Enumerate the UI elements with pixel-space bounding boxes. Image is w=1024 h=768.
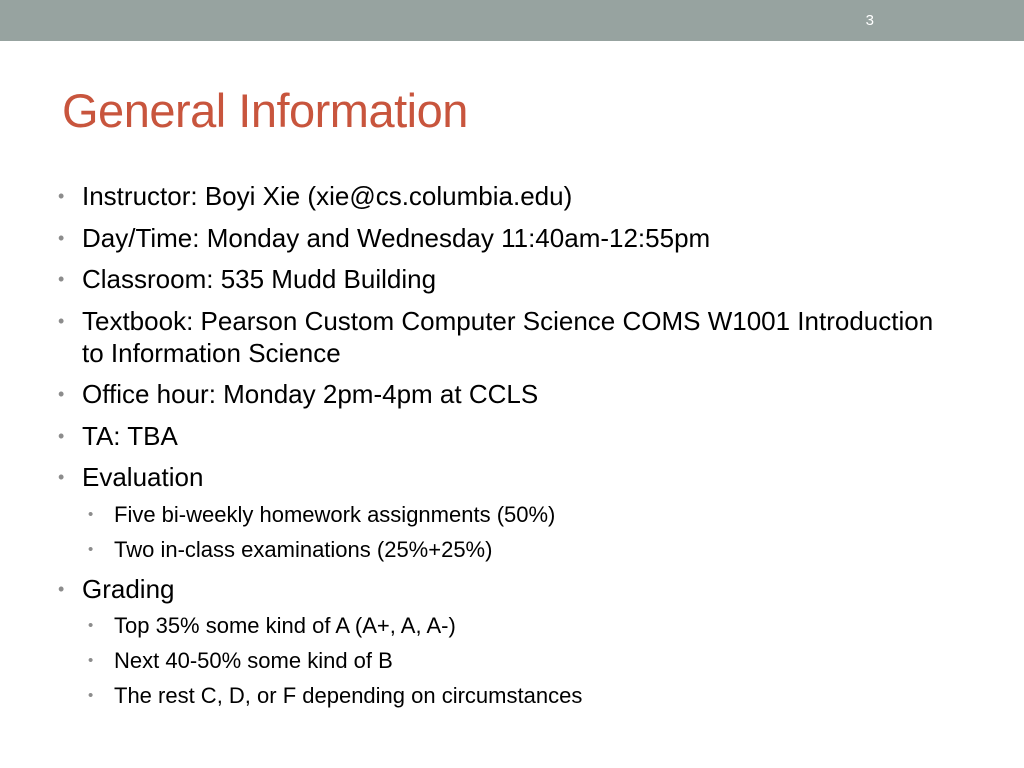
sub-bullet-dot-icon: •: [88, 687, 94, 704]
bullet-item: [58, 378, 958, 410]
bullet-dot-icon: •: [58, 269, 65, 289]
bullet-dot-icon: •: [58, 384, 65, 404]
sub-bullet-text: Next 40-50% some kind of B: [114, 648, 393, 673]
slide-number: 3: [865, 12, 874, 29]
bullet-text: Grading: [82, 573, 175, 604]
bullet-item: [58, 305, 958, 369]
bullet-dot-icon: •: [58, 186, 65, 206]
bullet-text: Day/Time: Monday and Wednesday 11:40am-12:55pm: [82, 222, 711, 253]
sub-bullet-list: [58, 613, 958, 709]
bullet-item: [58, 461, 958, 493]
bullet-item: [58, 222, 958, 254]
bullet-dot-icon: •: [58, 578, 65, 599]
sub-bullet-text: Two in-class examinations (25%+25%): [114, 536, 493, 562]
sub-bullet-text: Top 35% some kind of A (A+, A, A-): [114, 613, 456, 638]
slide-title: General Information: [62, 84, 468, 137]
sub-bullet-item: [58, 648, 958, 674]
bullet-dot-icon: •: [58, 310, 65, 331]
bullet-list: [58, 180, 958, 719]
bullet-item: [58, 420, 958, 452]
sub-bullet-text: The rest C, D, or F depending on circumstances: [114, 683, 583, 708]
bullet-text: TA: TBA: [82, 420, 178, 451]
sub-bullet-dot-icon: •: [88, 505, 94, 523]
bullet-text: Office hour: Monday 2pm-4pm at CCLS: [82, 379, 539, 409]
sub-bullet-item: [58, 502, 958, 528]
bullet-item: [58, 180, 958, 212]
bullet-dot-icon: •: [58, 227, 65, 248]
bullet-text: Evaluation: [82, 462, 204, 492]
bullet-item: [58, 573, 958, 605]
sub-bullet-dot-icon: •: [88, 540, 94, 558]
bullet-text: Instructor: Boyi Xie (xie@cs.columbia.edu): [82, 181, 573, 211]
bullet-dot-icon: •: [58, 425, 65, 446]
sub-bullet-list: [58, 502, 958, 563]
bullet-item: [58, 263, 958, 295]
bullet-text: Classroom: 535 Mudd Building: [82, 264, 437, 294]
sub-bullet-item: [58, 613, 958, 639]
sub-bullet-dot-icon: •: [88, 617, 94, 634]
slide-header-bar: [0, 0, 1024, 41]
bullet-dot-icon: •: [58, 467, 65, 487]
sub-bullet-dot-icon: •: [88, 652, 94, 669]
sub-bullet-item: [58, 683, 958, 709]
sub-bullet-text: Five bi-weekly homework assignments (50%): [114, 501, 556, 527]
sub-bullet-item: [58, 537, 958, 563]
bullet-text: Textbook: Pearson Custom Computer Science COMS W1001 Introduction to Information Science: [82, 305, 934, 368]
